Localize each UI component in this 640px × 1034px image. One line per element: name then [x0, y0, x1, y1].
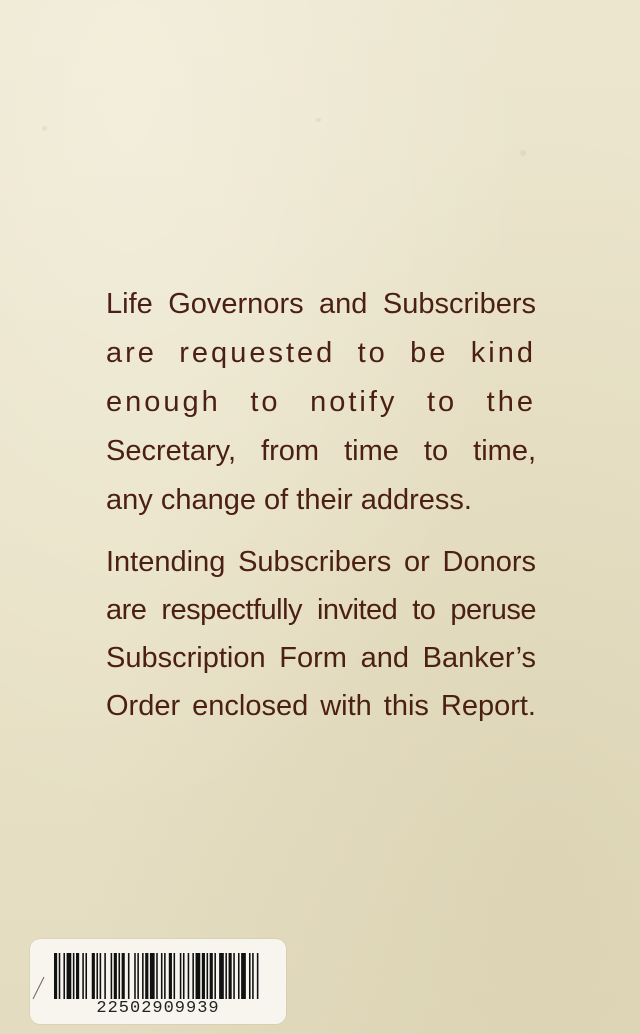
pencil-mark	[30, 975, 46, 1001]
barcode-bar	[196, 953, 201, 999]
barcode-bar	[207, 953, 209, 999]
barcode-bar	[257, 953, 259, 999]
barcode-bar	[92, 953, 95, 999]
address-change-notice	[106, 280, 536, 525]
barcode-bar	[76, 953, 79, 999]
subscription-notice	[106, 538, 536, 730]
barcode-bar	[128, 953, 130, 999]
barcode-bar	[238, 953, 240, 999]
notice-line: Intending Subscribers or Donors	[106, 546, 536, 578]
notice-line: any change of their address.	[106, 484, 472, 516]
barcode-bar	[202, 953, 205, 999]
barcode-bar	[161, 953, 163, 999]
notice-line: are respectfully invited to peruse	[106, 594, 536, 626]
barcode-bar	[59, 953, 61, 999]
barcode-bar	[156, 953, 158, 999]
barcode-bar	[150, 953, 155, 999]
barcode-bar	[180, 953, 182, 999]
barcode-bar	[169, 953, 172, 999]
barcode-bar	[85, 953, 87, 999]
barcode-bar	[188, 953, 190, 999]
barcode-bar	[73, 953, 75, 999]
barcode-bar	[122, 953, 125, 999]
notice-line: Secretary, from time to time,	[106, 435, 536, 467]
barcode-bar	[96, 953, 98, 999]
barcode-bar	[63, 953, 65, 999]
barcode-bar	[104, 953, 106, 999]
notice-line: enough to notify to the	[106, 386, 536, 418]
barcode-bar	[183, 953, 185, 999]
barcode-bar	[210, 953, 213, 999]
notice-line: are requested to be kind	[106, 337, 536, 369]
paper-stain	[520, 150, 526, 156]
barcode-bar	[82, 953, 84, 999]
library-barcode-label	[30, 939, 286, 1024]
barcode-bar	[111, 953, 113, 999]
barcode-bar	[114, 953, 117, 999]
barcode-bar	[174, 953, 176, 999]
barcode-bar	[134, 953, 136, 999]
barcode-bar	[145, 953, 148, 999]
paper-stain	[316, 118, 321, 122]
barcode-bar	[214, 953, 216, 999]
barcode-bar	[142, 953, 144, 999]
barcode-icon	[54, 953, 260, 999]
barcode-bar	[225, 953, 227, 999]
barcode-bar	[233, 953, 235, 999]
barcode-bar	[252, 953, 254, 999]
barcode-bar	[118, 953, 120, 999]
barcode-bar	[192, 953, 194, 999]
notice-line: Subscription Form and Banker’s	[106, 642, 536, 674]
barcode-bar	[164, 953, 166, 999]
barcode-bar	[137, 953, 139, 999]
barcode-bar	[100, 953, 102, 999]
barcode-bar	[241, 953, 246, 999]
barcode-bar	[229, 953, 232, 999]
barcode-bar	[249, 953, 251, 999]
notice-line: Order enclosed with this Report.	[106, 690, 536, 722]
barcode-bar	[219, 953, 224, 999]
barcode-bar	[67, 953, 72, 999]
barcode-number: 22502909939	[96, 999, 220, 1018]
notice-line: Life Governors and Subscribers	[106, 288, 536, 320]
barcode-bar	[54, 953, 57, 999]
paper-stain	[42, 126, 47, 131]
